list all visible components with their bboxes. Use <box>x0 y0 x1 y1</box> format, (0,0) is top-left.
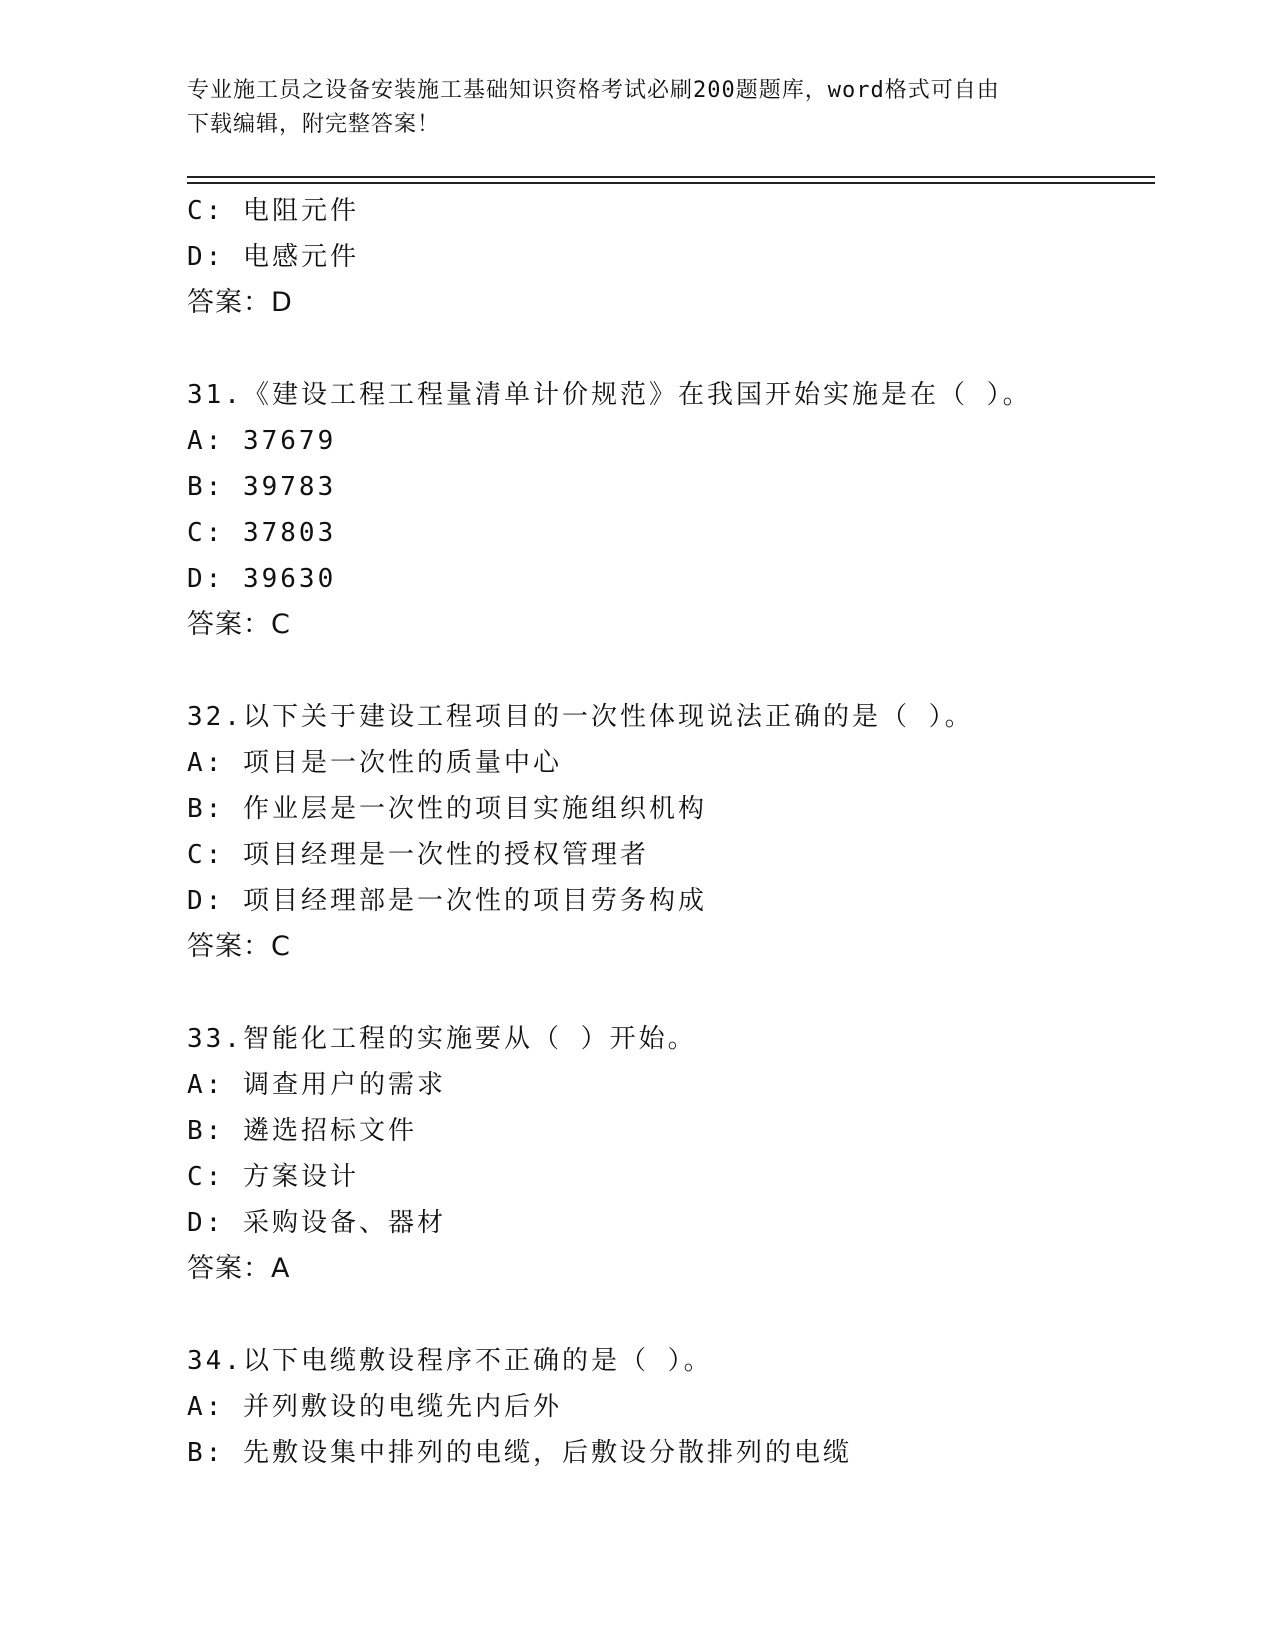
document-header <box>187 74 1067 142</box>
question-31 <box>187 372 1155 648</box>
spacer <box>187 326 1155 372</box>
answer-line: 答案：C <box>187 931 291 962</box>
header-rule-top <box>187 176 1155 178</box>
option-c: C: 电阻元件 <box>187 196 359 226</box>
option-c: C: 方案设计 <box>187 1162 359 1192</box>
option-a: A: 调查用户的需求 <box>187 1070 446 1100</box>
option-d: D: 电感元件 <box>187 242 359 272</box>
spacer <box>187 1292 1155 1338</box>
question-stem: 31.《建设工程工程量清单计价规范》在我国开始实施是在（ ）。 <box>187 380 1032 410</box>
answer-line: 答案：C <box>187 609 291 640</box>
option-c: C: 37803 <box>187 518 337 548</box>
header-rule-bottom <box>187 182 1155 184</box>
option-b: B: 先敷设集中排列的电缆，后敷设分散排列的电缆 <box>187 1438 852 1468</box>
question-32 <box>187 694 1155 970</box>
option-b: B: 遴选招标文件 <box>187 1116 417 1146</box>
answer-line: 答案：A <box>187 1253 291 1284</box>
option-d: D: 项目经理部是一次性的项目劳务构成 <box>187 886 707 916</box>
spacer <box>187 648 1155 694</box>
option-a: A: 项目是一次性的质量中心 <box>187 748 562 778</box>
option-b: B: 作业层是一次性的项目实施组织机构 <box>187 794 707 824</box>
option-a: A: 37679 <box>187 426 337 456</box>
option-a: A: 并列敷设的电缆先内后外 <box>187 1392 562 1422</box>
spacer <box>187 970 1155 1016</box>
option-c: C: 项目经理是一次性的授权管理者 <box>187 840 649 870</box>
header-line-1: 专业施工员之设备安装施工基础知识资格考试必刷200题题库，word格式可自由 <box>187 78 1000 103</box>
question-stem: 32.以下关于建设工程项目的一次性体现说法正确的是（ ）。 <box>187 702 974 732</box>
option-d: D: 采购设备、器材 <box>187 1208 446 1238</box>
question-34 <box>187 1338 1155 1476</box>
question-30-continued <box>187 188 1155 326</box>
question-list <box>187 188 1155 1476</box>
option-b: B: 39783 <box>187 472 337 502</box>
question-33 <box>187 1016 1155 1292</box>
question-stem: 33.智能化工程的实施要从（ ）开始。 <box>187 1024 697 1054</box>
option-d: D: 39630 <box>187 564 337 594</box>
answer-line: 答案：D <box>187 287 293 318</box>
question-stem: 34.以下电缆敷设程序不正确的是（ ）。 <box>187 1346 713 1376</box>
header-line-2: 下载编辑，附完整答案！ <box>187 112 441 137</box>
